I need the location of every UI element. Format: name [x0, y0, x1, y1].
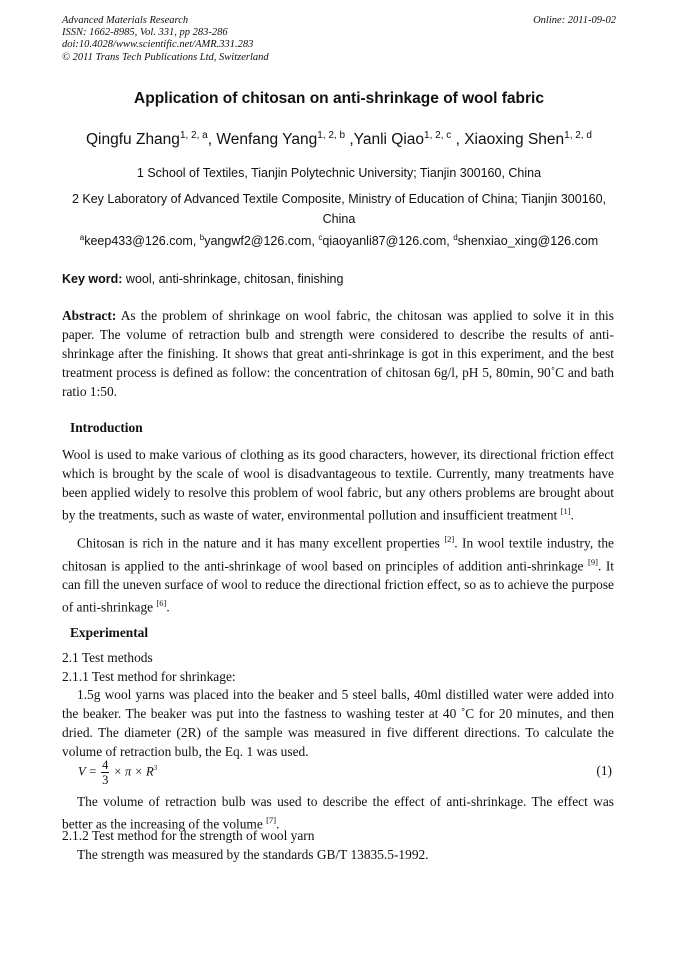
- equation-1: [78, 758, 157, 787]
- equation-rhs: × π × R: [113, 764, 154, 779]
- journal-header: [62, 15, 269, 64]
- author-affiliation-marker: 1, 2, b: [317, 130, 346, 141]
- paragraph-end: .: [570, 507, 574, 523]
- author-list: [0, 130, 678, 149]
- paragraph-text: . It can fill the uneven surface of wool to reduce the directional friction effect, so as to achieve the purpose of anti-shrinkage: [62, 558, 615, 615]
- copyright-line: © 2011 Trans Tech Publications Ltd, Switzerland: [62, 51, 269, 63]
- keywords-text: wool, anti-shrinkage, chitosan, finishing: [122, 272, 344, 286]
- section-heading-introduction: Introduction: [70, 420, 143, 435]
- author-name: Qingfu Zhang: [86, 131, 180, 149]
- keywords-label: Key word:: [62, 272, 123, 286]
- citation-ref: [7]: [266, 815, 277, 826]
- paper-title: Application of chitosan on anti-shrinkage of wool fabric: [134, 90, 544, 107]
- paragraph-text: Wool is used to make various of clothing as its good characters, however, its directional friction effect which is brought by the scale of wool is disadvantageous to textile. Currently, many treatments have been applied widely to resolve this problem of wool fabric, but any others problems are brought about by the treatments, such as waste of water, environmental pollution and insufficient treatment: [62, 447, 614, 523]
- abstract-text: As the problem of shrinkage on wool fabric, the chitosan was applied to solve it in this paper. The volume of retraction bulb and strength were considered to describe the results of anti-shrinkage after the finishing. It shows that great anti-shrinkage is got in this experiment, and the best treatment process is defined as follow: the concentration of chitosan 6g/l, pH 5, 80min, 90˚C and bath ratio 1:50.: [62, 308, 614, 400]
- equation-exponent: 3: [153, 764, 158, 773]
- journal-name: Advanced Materials Research: [62, 15, 189, 26]
- subsection-heading: 2.1 Test methods: [62, 650, 153, 665]
- subsubsection-heading: 2.1.1 Test method for shrinkage:: [62, 669, 236, 684]
- fraction-numerator: 4: [102, 758, 109, 772]
- paragraph-text: The volume of retraction bulb was used to describe the effect of anti-shrinkage. The effect was better as the increasing of the volume: [62, 794, 614, 832]
- doi-line: doi:10.4028/www.scientific.net/AMR.331.283: [62, 39, 254, 51]
- abstract: [62, 306, 614, 401]
- keywords: [62, 272, 343, 286]
- online-date: Online: 2011-09-02: [533, 15, 616, 26]
- author-name: Wenfang Yang: [216, 131, 318, 149]
- email-list: [0, 233, 678, 248]
- author-affiliation-marker: 1, 2, d: [564, 130, 592, 141]
- subsubsection-heading: 2.1.2 Test method for the strength of wool yarn: [62, 828, 315, 843]
- author-separator: ,: [345, 131, 354, 149]
- author-name: Yanli Qiao: [353, 131, 425, 149]
- issn-line: ISSN: 1662-8985, Vol. 331, pp 283-286: [62, 27, 228, 39]
- paragraph-text: Chitosan is rich in the nature and it has many excellent properties: [77, 535, 445, 551]
- fraction-denominator: 3: [102, 773, 109, 787]
- experimental-paragraph-1: 1.5g wool yarns was placed into the beaker and 5 steel balls, 40ml distilled water were added into the beaker. The beaker was put into the fastness to washing tester at 40 ˚C for 20 minutes, and then dried. The diameter (2R) of the sample was measured in five different directions. To calculate the volume of retraction bulb, the Eq. 1 was used.: [62, 687, 614, 760]
- author-name: Xiaoxing Shen: [464, 131, 565, 149]
- email-address[interactable]: qiaoyanli87@126.com,: [322, 234, 454, 249]
- equation-lhs: V =: [78, 764, 97, 779]
- affiliation-1: 1 School of Textiles, Tianjin Polytechnic University; Tianjin 300160, China: [136, 166, 542, 180]
- paragraph-end: .: [166, 599, 170, 615]
- section-heading-experimental: Experimental: [70, 625, 149, 640]
- paragraph-end: .: [276, 816, 280, 832]
- email-address[interactable]: shenxiao_xing@126.com: [457, 234, 599, 249]
- experimental-paragraph-3: The strength was measured by the standards GB/T 13835.5-1992.: [77, 847, 429, 862]
- author-affiliation-marker: 1, 2, c: [424, 130, 452, 141]
- equation-number: (1): [596, 763, 612, 778]
- abstract-label: Abstract:: [62, 308, 117, 323]
- email-address[interactable]: keep433@126.com,: [84, 234, 200, 249]
- introduction-paragraph-2: [62, 530, 614, 617]
- affiliation-2: 2 Key Laboratory of Advanced Textile Composite, Ministry of Education of China; Tianjin 300160, China: [71, 192, 607, 226]
- citation-ref: [1]: [560, 506, 571, 517]
- author-affiliation-marker: 1, 2, a: [179, 130, 208, 141]
- email-address[interactable]: yangwf2@126.com,: [204, 234, 319, 249]
- author-separator: ,: [207, 131, 217, 149]
- equation-fraction: [101, 758, 109, 787]
- citation-ref: [6]: [156, 598, 167, 609]
- email-marker: c: [318, 233, 323, 242]
- email-marker: a: [79, 233, 85, 242]
- email-marker: b: [199, 233, 205, 242]
- introduction-paragraph-1: [62, 445, 614, 525]
- email-marker: d: [453, 233, 458, 242]
- citation-ref: [9]: [588, 556, 598, 567]
- paragraph-text: . In wool textile industry, the chitosan is applied to the anti-shrinkage of wool based on principles of addition anti-shrinkage: [62, 535, 614, 574]
- author-separator: ,: [451, 131, 465, 149]
- citation-ref: [2]: [444, 534, 455, 544]
